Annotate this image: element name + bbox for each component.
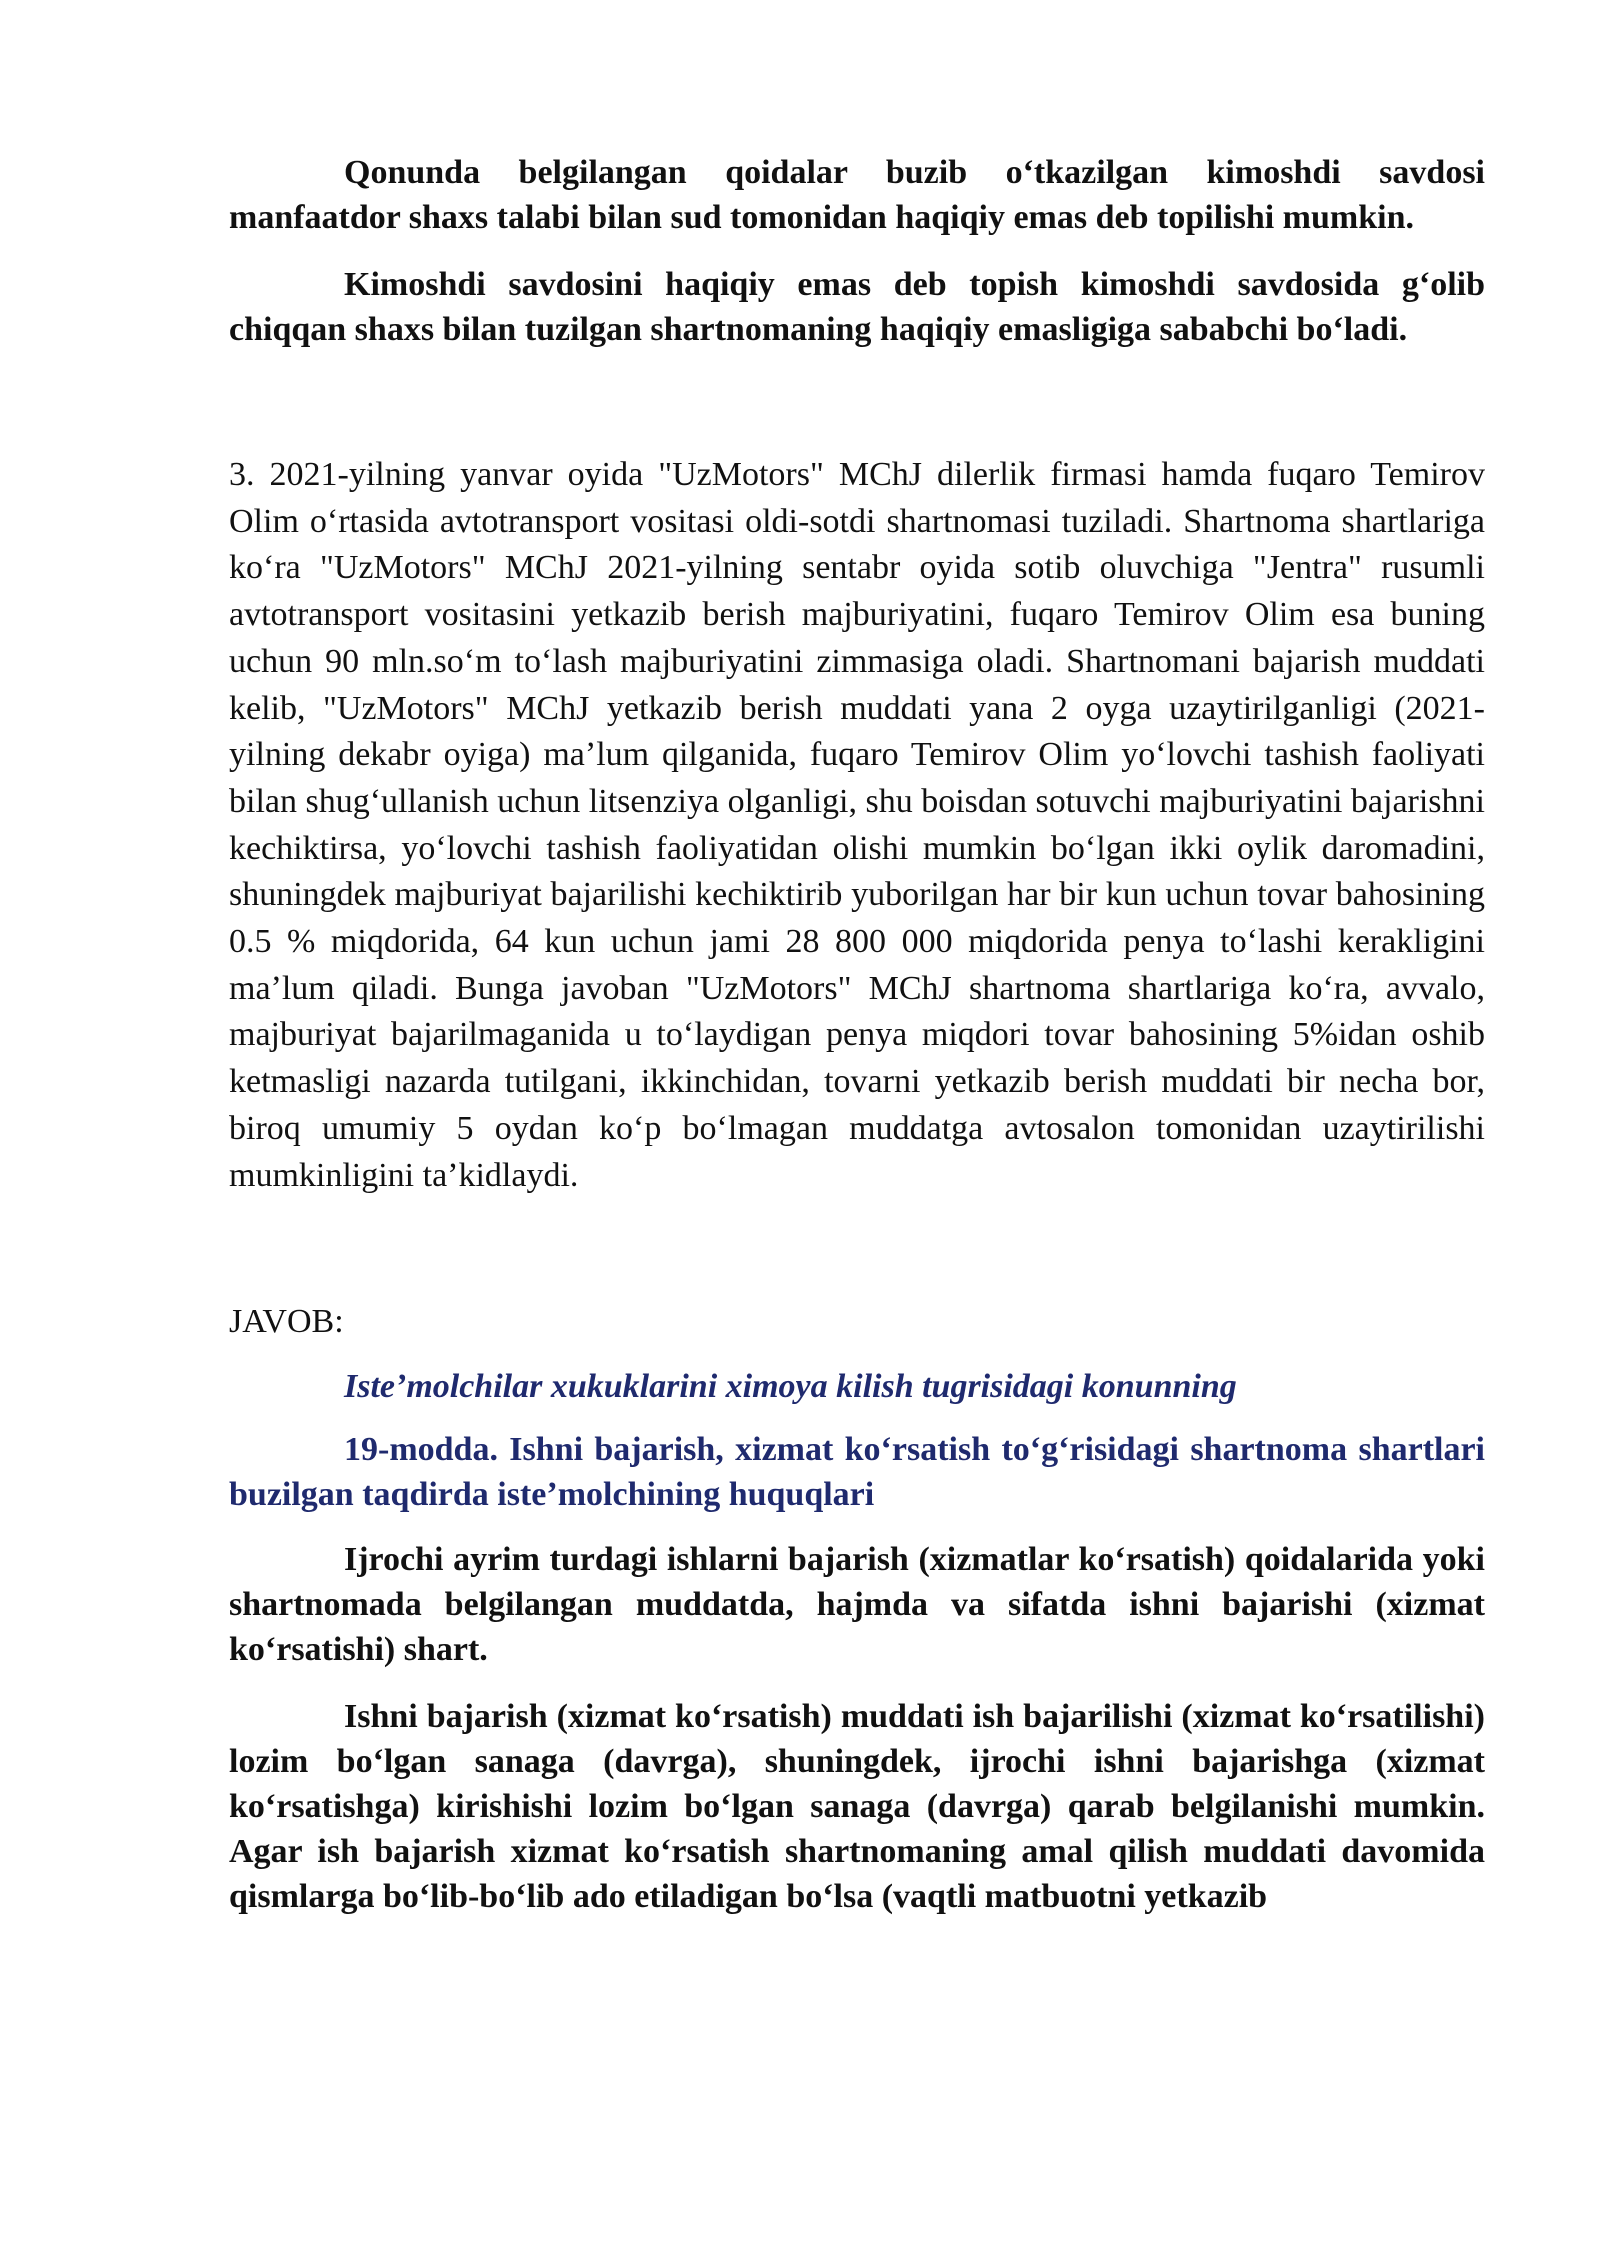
- paragraph-auction-consequence: Kimoshdi savdosini haqiqiy emas deb topish kimoshdi savdosida gʻolib chiqqan shaxs bilan tuzilgan shartnomaning haqiqiy emasligiga sababchi boʻladi.: [229, 266, 1485, 348]
- document-page: [229, 150, 1485, 1919]
- paragraph-service-deadline: Ishni bajarish (xizmat koʻrsatish) muddati ish bajarilishi (xizmat koʻrsatilishi) lozim boʻlgan sanaga (davrga), shuningdek, ijrochi ishni bajarishga (xizmat koʻrsatishga) kirishishi lozim boʻlgan sanaga (davrga) qarab belgilanishi mumkin. Agar ish bajarish xizmat koʻrsatish shartnomaning amal qilish muddati davomida qismlarga boʻlib-boʻlib ado etiladigan boʻlsa (vaqtli matbuotni yetkazib: [229, 1698, 1485, 1916]
- article-title: 19-modda. Ishni bajarish, xizmat koʻrsatish toʻgʻrisidagi shartnoma shartlari buzilgan taqdirda isteʼmolchining huquqlari: [229, 1431, 1485, 1514]
- answer-label: JAVOB:: [229, 1303, 344, 1341]
- paragraph-executor-obligation: Ijrochi ayrim turdagi ishlarni bajarish (xizmatlar koʻrsatish) qoidalarida yoki shartnomada belgilangan muddatda, hajmda va sifatda ishni bajarishi (xizmat koʻrsatishi) shart.: [229, 1541, 1485, 1669]
- law-title: Isteʼmolchilar xukuklarini ximoya kilish tugrisidagi konunning: [344, 1368, 1237, 1406]
- paragraph-auction-invalid: Qonunda belgilangan qoidalar buzib oʻtkazilgan kimoshdi savdosi manfaatdor shaxs talabi bilan sud tomonidan haqiqiy emas deb topilishi mumkin.: [229, 154, 1485, 236]
- case-3-text: 3. 2021-yilning yanvar oyida "UzMotors" MChJ dilerlik firmasi hamda fuqaro Temirov Olim oʻrtasida avtotransport vositasi oldi-sotdi shartnomasi tuziladi. Shartnoma shartlariga koʻra "UzMotors" MChJ 2021-yilning sentabr oyida sotib oluvchiga "Jentra" rusumli avtotransport vositasini yetkazib berish majburiyatini, fuqaro Temirov Olim esa buning uchun 90 mln.soʻm toʻlash majburiyatini zimmasiga oladi. Shartnomani bajarish muddati kelib, "UzMotors" MChJ yetkazib berish muddati yana 2 oyga uzaytirilganligi (2021-yilning dekabr oyiga) maʼlum qilganida, fuqaro Temirov Olim yoʻlovchi tashish faoliyati bilan shugʻullanish uchun litsenziya olganligi, shu boisdan sotuvchi majburiyatini bajarishni kechiktirsa, yoʻlovchi tashish faoliyatidan olishi mumkin boʻlgan ikki oylik daromadini, shuningdek majburiyat bajarilishi kechiktirib yuborilgan har bir kun uchun tovar bahosining 0.5 % miqdorida, 64 kun uchun jami 28 800 000 miqdorida penya toʻlashi kerakligini maʼlum qiladi. Bunga javoban "UzMotors" MChJ shartnoma shartlariga koʻra, avvalo, majburiyat bajarilmaganida u toʻlaydigan penya miqdori tovar bahosining 5%idan oshib ketmasligi nazarda tutilgani, ikkinchidan, tovarni yetkazib berish muddati bir necha bor, biroq umumiy 5 oydan koʻp boʻlmagan muddatga avtosalon tomonidan uzaytirilishi mumkinligini taʼkidlaydi.: [229, 456, 1485, 1194]
